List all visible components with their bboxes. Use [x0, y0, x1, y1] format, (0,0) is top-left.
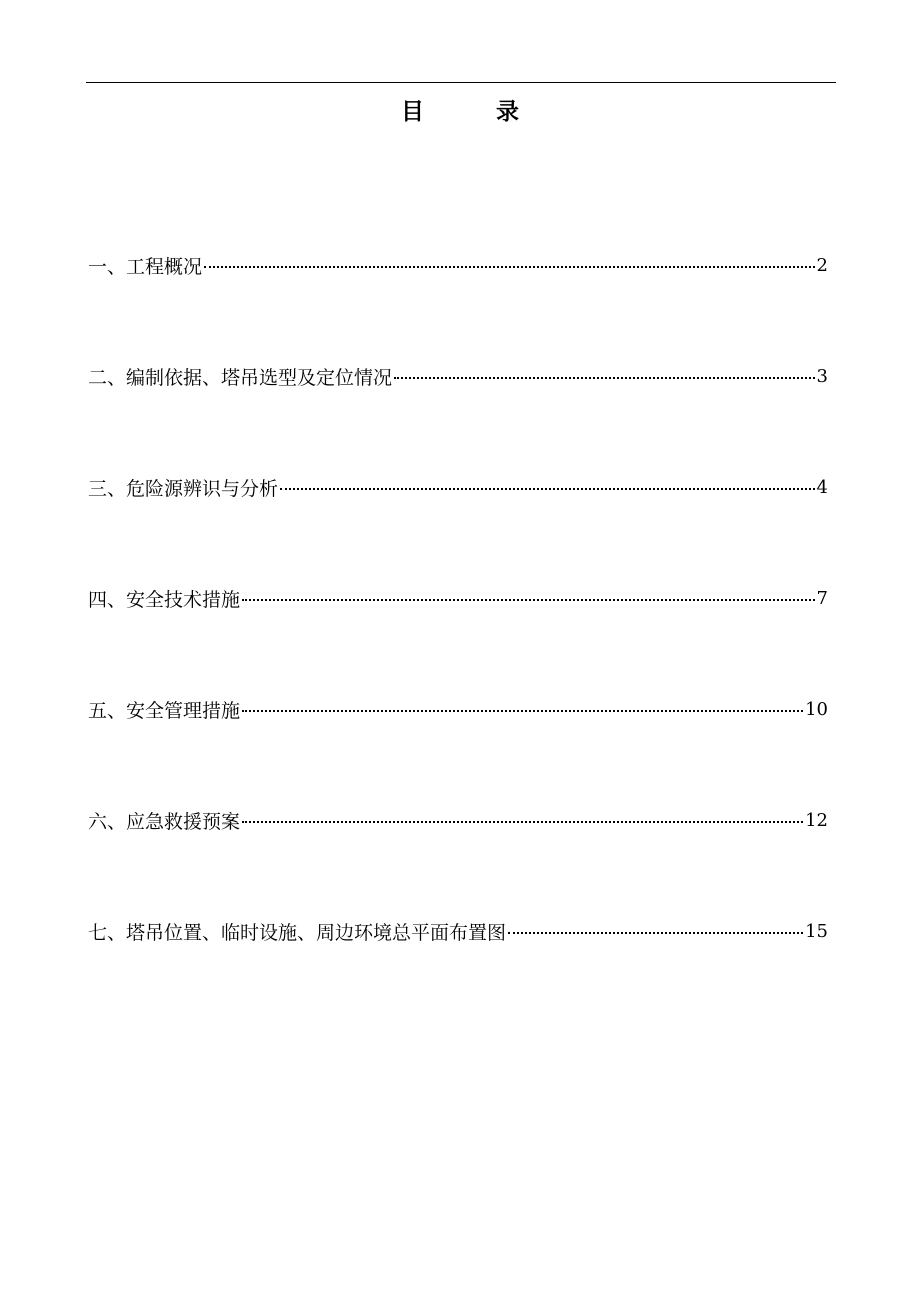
- toc-entry-page: 12: [805, 809, 828, 831]
- toc-entry-label: 四、安全技术措施: [88, 588, 241, 611]
- toc-entry-label: 二、编制依据、塔吊选型及定位情况: [88, 366, 393, 389]
- toc-leader-dots: [242, 710, 803, 712]
- toc-title-char-1: 目: [401, 97, 424, 125]
- toc-entry[interactable]: [88, 473, 828, 501]
- toc-entry[interactable]: [88, 584, 828, 612]
- toc-entry-page: 15: [805, 920, 828, 942]
- toc-leader-dots: [204, 266, 815, 268]
- toc-leader-dots: [280, 488, 815, 490]
- toc-leader-dots: [508, 932, 803, 934]
- toc-leader-dots: [242, 599, 815, 601]
- toc-entry[interactable]: [88, 917, 828, 945]
- toc-leader-dots: [394, 377, 815, 379]
- toc-entry[interactable]: [88, 251, 828, 279]
- toc-entry-page: 3: [816, 365, 828, 387]
- toc-title: [0, 92, 920, 126]
- toc-entry-label: 七、塔吊位置、临时设施、周边环境总平面布置图: [88, 921, 507, 944]
- toc-entry-page: 4: [816, 476, 828, 498]
- toc-entry[interactable]: [88, 362, 828, 390]
- toc-entry-label: 五、安全管理措施: [88, 699, 241, 722]
- toc-entry-page: 2: [816, 254, 828, 276]
- toc-entry-label: 六、应急救援预案: [88, 810, 241, 833]
- toc-entry[interactable]: [88, 695, 828, 723]
- toc-entry-page: 7: [816, 587, 828, 609]
- toc-entry[interactable]: [88, 806, 828, 834]
- toc-entry-label: 三、危险源辨识与分析: [88, 477, 279, 500]
- header-rule: [86, 82, 836, 83]
- toc-title-char-2: 录: [496, 97, 519, 125]
- toc-entry-label: 一、工程概况: [88, 255, 203, 278]
- toc-leader-dots: [242, 821, 803, 823]
- toc-entry-page: 10: [805, 698, 828, 720]
